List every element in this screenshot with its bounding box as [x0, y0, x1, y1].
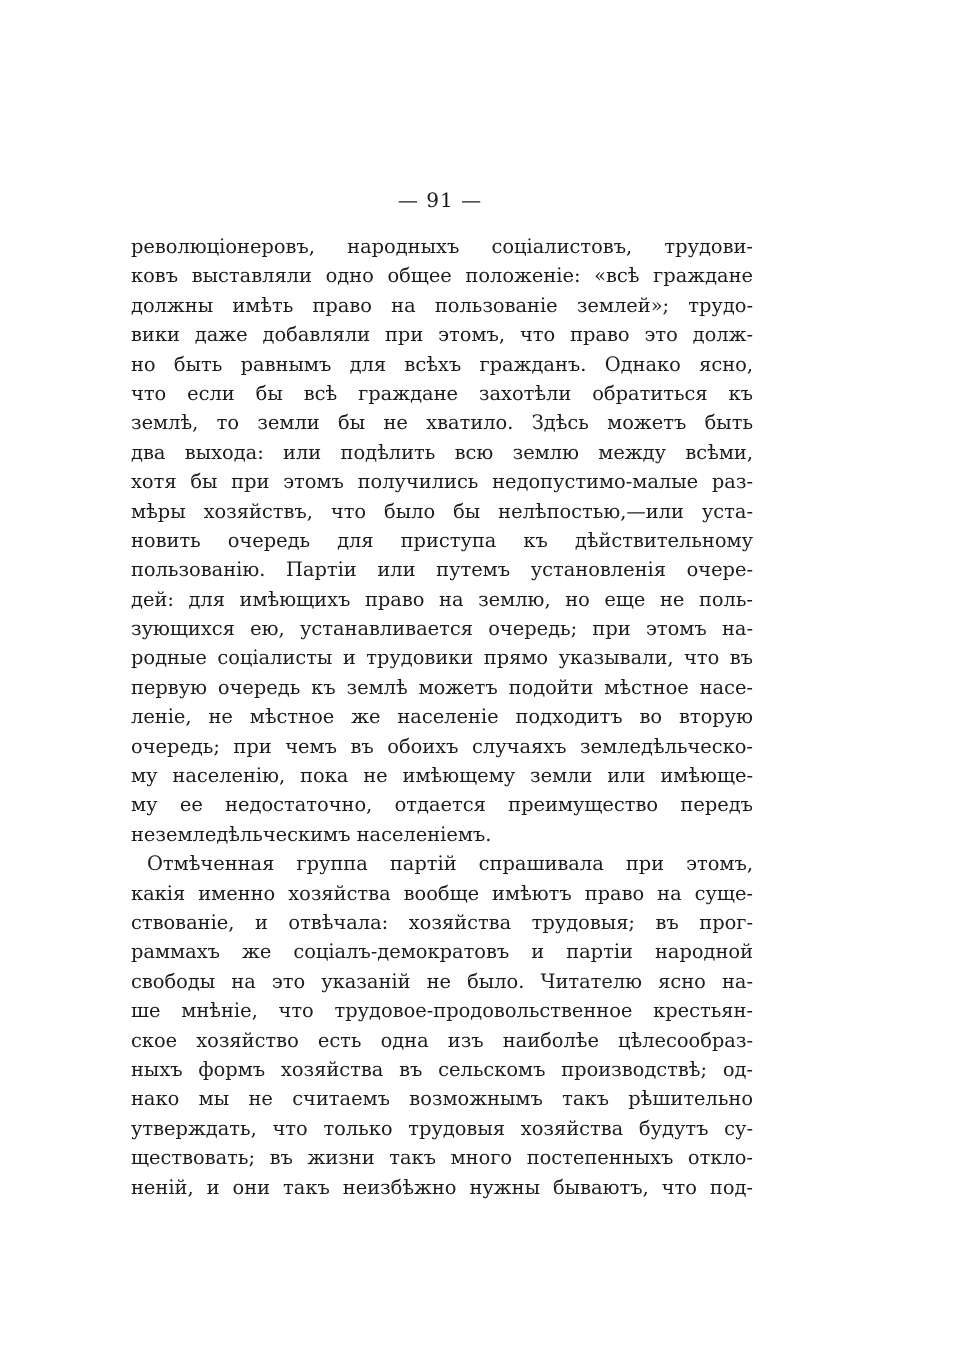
text-line: зующихся ею, устанавливается очередь; при этомъ на- — [131, 617, 753, 641]
body-text — [131, 232, 753, 1202]
text-line: хотя бы при этомъ получились недопустимо-малые раз- — [131, 470, 753, 494]
text-line: нако мы не считаемъ возможнымъ такъ рѣшительно — [131, 1087, 753, 1111]
text-line: му населенію, пока не имѣющему земли или имѣюще- — [131, 764, 753, 788]
page-number: — 91 — — [397, 188, 483, 212]
text-line: дей: для имѣющихъ право на землю, но еще не поль- — [131, 587, 753, 611]
text-line: неній, и они такъ неизбѣжно нужны бываютъ, что под- — [131, 1175, 753, 1199]
text-line: какія именно хозяйства вообще имѣютъ право на суще- — [131, 881, 753, 905]
text-line: очередь; при чемъ въ обоихъ случаяхъ земледѣльческо- — [131, 734, 753, 758]
text-line: ныхъ формъ хозяйства въ сельскомъ производствѣ; од- — [131, 1057, 753, 1081]
text-line: новить очередь для приступа къ дѣйствительному — [131, 528, 753, 552]
text-line: свободы на это указаній не было. Читателю ясно на- — [131, 969, 753, 993]
text-line: но быть равнымъ для всѣхъ гражданъ. Однако ясно, — [131, 352, 753, 376]
text-line: первую очередь къ землѣ можетъ подойти мѣстное насе- — [131, 675, 753, 699]
text-line: ское хозяйство есть одна изъ наиболѣе цѣлесообраз- — [131, 1028, 753, 1052]
text-line: должны имѣть право на пользованіе землей»; трудо- — [131, 293, 753, 317]
paragraph-2 — [131, 849, 753, 1202]
text-line: раммахъ же соціалъ-демократовъ и партіи народной — [131, 940, 753, 964]
paragraph-1 — [131, 232, 753, 849]
text-line: пользованію. Партіи или путемъ установленія очере- — [131, 558, 753, 582]
text-line: революціонеровъ, народныхъ соціалистовъ, трудови- — [131, 235, 753, 258]
text-line: что если бы всѣ граждане захотѣли обратиться къ — [131, 381, 753, 405]
text-line: ковъ выставляли одно общее положеніе: «всѣ граждане — [131, 264, 753, 288]
text-line: родные соціалисты и трудовики прямо указывали, что въ — [131, 646, 753, 670]
text-line: му ее недостаточно, отдается преимущество передъ — [131, 793, 753, 817]
text-line: ше мнѣніе, что трудовое-продовольственное крестьян- — [131, 999, 753, 1023]
text-line: леніе, не мѣстное же населеніе подходитъ во вторую — [131, 705, 753, 729]
text-line: ствованіе, и отвѣчала: хозяйства трудовыя; въ прог- — [131, 910, 753, 934]
text-line: вики даже добавляли при этомъ, что право это долж- — [131, 323, 753, 347]
text-line: утверждать, что только трудовыя хозяйства будутъ су- — [131, 1116, 753, 1140]
text-line: два выхода: или подѣлить всю землю между всѣми, — [131, 440, 753, 464]
text-line: неземледѣльческимъ населеніемъ. — [131, 822, 492, 846]
text-line: ществовать; въ жизни такъ много постепенныхъ откло- — [131, 1146, 753, 1170]
text-line: землѣ, то земли бы не хватило. Здѣсь можетъ быть — [131, 411, 753, 435]
text-line: мѣры хозяйствъ, что было бы нелѣпостью,—или уста- — [131, 499, 753, 523]
text-line: Отмѣченная группа партій спрашивала при этомъ, — [147, 852, 753, 876]
